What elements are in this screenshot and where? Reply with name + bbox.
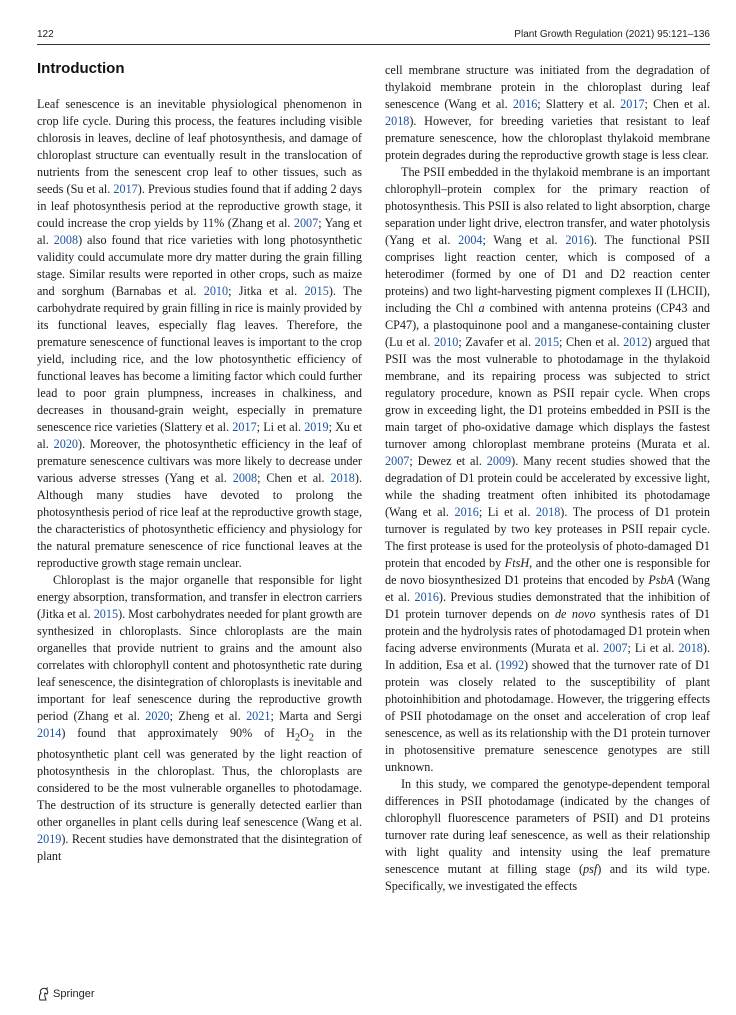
text-run: (Wang et al. [385, 573, 710, 604]
subscript: 2 [308, 732, 314, 744]
text-run: ) and its wild type. Specifically, we investigated the effects [385, 862, 710, 893]
text-run: ; Yang et al. [37, 216, 362, 247]
text-run: ; Li et al. [478, 505, 536, 519]
right-column [385, 62, 710, 895]
text-run: ; Dewez et al. [409, 454, 487, 468]
text-run: ). Moreover, the photosynthetic efficiency in the leaf of premature senescence cultivars was more likely to decrease under various adverse stresses (Yang et al. [37, 437, 362, 485]
text-run: ; Zheng et al. [169, 709, 247, 723]
citation-year-link[interactable]: 2017 [232, 420, 257, 434]
citation-year-link[interactable]: 2020 [145, 709, 170, 723]
header-rule [37, 44, 710, 45]
text-run: ; Slattery et al. [537, 97, 621, 111]
citation-year-link[interactable]: 2015 [534, 335, 560, 349]
paragraph [385, 776, 710, 895]
page-footer [37, 987, 95, 1001]
citation-year-link[interactable]: 2020 [53, 437, 79, 451]
citation-year-link[interactable]: 2019 [304, 420, 329, 434]
citation-year-link[interactable]: 2019 [37, 832, 62, 847]
citation-year-link[interactable]: 2014 [37, 726, 62, 740]
text-run: ). Many recent studies showed that the degradation of D1 protein could be accelerated by excessive light, while the shading treatment often inhibited its photodamage (Wang et al. [385, 454, 710, 519]
text-run: ; Marta and Sergi [270, 709, 363, 723]
citation-year-link[interactable]: 2010 [203, 284, 229, 298]
springer-horse-icon [37, 987, 49, 1001]
citation-year-link[interactable]: 2018 [678, 641, 703, 655]
text-run: in the photosynthetic plant cell was generated by the light reaction of photosynthesis in the chloroplast. Thus, the chloroplasts are considered to be the most vulnerable organelles to photodamage. The destruction of its structure is generally detected earlier than other organelles in plant cells during leaf senescence (Wang et al. [37, 726, 362, 830]
text-run: ; Chen et al. [644, 97, 711, 111]
section-heading: Introduction [37, 60, 125, 77]
citation-year-link[interactable]: 2008 [53, 233, 79, 247]
text-run: combined with antenna proteins (CP43 and CP47), a plastoquinone pool and a manganese-containing cluster (Lu et al. [385, 301, 711, 349]
citation-year-link[interactable]: 2018 [330, 471, 355, 485]
text-run: ; Wang et al. [482, 233, 566, 247]
text-run: ). The functional PSII comprises light reaction center, which is composed of a heterodimer (formed by one of D1 and D2 reaction center proteins) and two light-harvesting pigment complexes II (LHCII), including the Chl [385, 233, 710, 315]
paragraph [37, 96, 362, 572]
text-run: ). Previous studies demonstrated that the inhibition of D1 protein turnover depends on [385, 590, 710, 621]
citation-year-link[interactable]: 2017 [113, 182, 138, 196]
citation-year-link[interactable]: 2021 [246, 709, 271, 723]
citation-year-link[interactable]: 2015 [93, 607, 119, 621]
italic-term: psf [583, 862, 598, 876]
text-run: ) argued that PSII was the most vulnerable to photodamage in the thylakoid membrane, and its repairing process was subjected to strict regulatory procedure, known as PSII repair cycle. When crops grow in exceeding light, the D1 proteins embedded in PSII is the main target of pho-oxidative damage which displays the fastest turnover among chloroplast membrane proteins (Murata et al. [385, 335, 711, 451]
citation-year-link[interactable]: 2017 [620, 97, 645, 111]
text-run: ) showed that the turnover rate of D1 protein was closely related to the susceptibility of plant photoinhibition and photodamage. However, the triggering effects of PSII photodamage on the onset and acceleration of crop leaf senescence, as well as its relationship with the D1 protein turnover in photosensitive premature senescence genotypes are still unknown. [385, 658, 710, 774]
citation-year-link[interactable]: 2018 [535, 505, 561, 519]
journal-citation: Plant Growth Regulation (2021) 95:121–136 [514, 29, 710, 40]
text-run: ; Jitka et al. [228, 284, 305, 298]
text-run: ). Most carbohydrates needed for plant growth are synthesized in chloroplasts. Since chloroplasts are the main organelles that provide nutrient to grains and the amount also correlates with chlorophyll content and photosynthetic rate during leaf senescence, the disintegration of chloroplasts is inevitable and important for leaf senescence during the reproductive growth period (Zhang et al. [37, 607, 362, 723]
text-run: ). The carbohydrate required by grain filling in rice is mainly provided by its functional leaves, especially flag leaves. Therefore, the premature senescence of functional leaves is important to the crop yield, including rice, and the low photosynthetic efficiency of functional leaves has become a limiting factor which could further lead to poor grain plumpness, increases in chalkiness, and decreases in thousand-grain weight, especially in premature senescence rice varieties (Slattery et al. [37, 284, 362, 434]
citation-year-link[interactable]: 2010 [434, 335, 459, 349]
text-run: cell membrane structure was initiated from the degradation of thylakoid membrane protein in the chloroplast during leaf senescence (Wang et al. [385, 63, 710, 111]
text-run: , and the other one is responsible for de novo biosynthesized D1 proteins that encoded by [385, 556, 710, 587]
left-column [37, 96, 362, 865]
text-run: ) also found that rice varieties with long photosynthetic validity could accumulate more dry matter during the grain filling stage. Similar results were reported in other crops, such as maize and sorghum (Barnabas et al. [37, 233, 362, 298]
text-run: ). Recent studies have demonstrated that the disintegration of plant [37, 832, 362, 864]
text-run: ; Zavafer et al. [458, 335, 535, 349]
citation-year-link[interactable]: 2012 [623, 335, 648, 349]
text-run: ). Previous studies found that if adding 2 days in leaf photosynthesis period at the reproductive growth stage, it could increase the crop yields by 11% (Zhang et al. [37, 182, 362, 230]
page-number: 122 [37, 29, 54, 40]
citation-year-link[interactable]: 2008 [232, 471, 258, 485]
citation-year-link[interactable]: 2004 [458, 233, 483, 247]
text-run: Leaf senescence is an inevitable physiological phenomenon in crop life cycle. During this process, the features including visible chlorosis in leaves, decline of leaf photosynthesis, and damage of chloroplast structure can eventually result in the translocation of nutrients from the senescent crop leaf to other tissues, such as seeds (Su et al. [37, 97, 362, 196]
italic-term: PsbA [648, 573, 675, 587]
citation-year-link[interactable]: 1992 [499, 658, 525, 672]
text-run: synthesis rates of D1 protein and the hydrolysis rates of photodamaged D1 protein when facing adverse environments (Murata et al. [385, 607, 710, 655]
citation-year-link[interactable]: 2007 [293, 216, 319, 230]
citation-year-link[interactable]: 2015 [304, 284, 329, 298]
running-header [37, 27, 710, 45]
italic-term: a [478, 301, 485, 315]
text-run: Chloroplast is the major organelle that responsible for light energy absorption, transformation, and transfer in electron carriers (Jitka et al. [37, 573, 362, 621]
text-run: ). The process of D1 protein turnover is regulated by two key proteases in PSII repair cycle. The first protease is used for the proteolysis of photo-damaged D1 protein that encoded by [385, 505, 710, 570]
citation-year-link[interactable]: 2018 [385, 114, 410, 128]
citation-year-link[interactable]: 2007 [385, 454, 410, 468]
publisher-name: Springer [53, 988, 95, 1000]
citation-year-link[interactable]: 2007 [603, 641, 628, 655]
citation-year-link[interactable]: 2016 [512, 97, 538, 111]
text-run: ). Although many studies have devoted to prolong the photosynthesis period of rice leaf at the reproductive growth stage, the characteristics of photosynthetic efficiency and physiology for the natural premature senescence of rice functional leaves at the reproductive growth stage remain unclear. [37, 471, 362, 570]
text-run: ; Li et al. [256, 420, 305, 434]
citation-year-link[interactable]: 2009 [486, 454, 512, 468]
text-run: ) found that approximately 90% of H [61, 726, 295, 740]
paragraph [385, 164, 710, 776]
citation-year-link[interactable]: 2016 [565, 233, 590, 247]
text-run: ; Chen et al. [257, 471, 331, 485]
text-run: ; Xu et al. [37, 420, 362, 451]
text-run: ; Chen et al. [559, 335, 624, 349]
text-run: ). In addition, Esa et al. ( [385, 641, 710, 672]
italic-term: de novo [554, 607, 596, 621]
italic-term: FtsH [504, 556, 530, 570]
paragraph [37, 572, 362, 865]
text-run: The PSII embedded in the thylakoid membrane is an important chlorophyll–protein complex for the primary reaction of photosynthesis. This PSII is also related to light absorption, charge separation under light drive, electron transfer, and water photolysis (Yang et al. [385, 165, 710, 247]
text-run: In this study, we compared the genotype-dependent temporal differences in PSII photodamage (indicated by the changes of chlorophyll fluorescence parameters of PSII) and D1 proteins turnover rate during leaf senescence, as well as their relationship with light quality and intensity using the leaf premature senescence mutant at filling stage ( [385, 777, 710, 876]
paragraph [385, 62, 710, 164]
citation-year-link[interactable]: 2016 [414, 590, 439, 604]
text-run: ). However, for breeding varieties that resistant to leaf premature senescence, how the chloroplast thylakoid membrane protein degrades during the reproductive growth stage is less clear. [385, 114, 710, 162]
citation-year-link[interactable]: 2016 [454, 505, 479, 519]
text-run: O [300, 726, 309, 740]
text-run: ; Li et al. [627, 641, 679, 655]
subscript: 2 [294, 732, 301, 744]
